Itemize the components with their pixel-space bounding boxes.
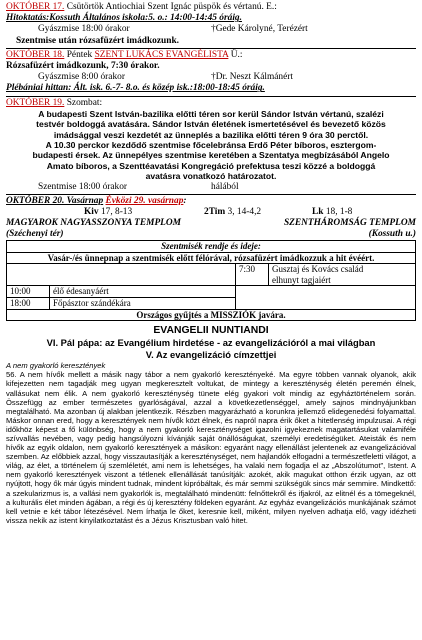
oct18-rosary: Rózsafüzért imádkozunk, 7:30 órakor. <box>6 61 160 72</box>
oct19-text <box>6 109 416 182</box>
churches <box>6 218 416 229</box>
reading-book: 2Tim <box>204 207 226 218</box>
divider <box>6 194 416 195</box>
schedule-time: 10:00 <box>7 286 50 298</box>
oct19-line: testvér boldoggá avatására. Sándor István életének ismertetésével és bevezető közös <box>36 119 386 130</box>
oct19-mass-time: Szentmise 18:00 órakor <box>38 181 128 192</box>
schedule-for: élő édesanyáért <box>50 286 236 298</box>
reading-ref: 3, 14-4,2 <box>225 207 262 218</box>
church-right: SZENTHÁROMSÁG TEMPLOM <box>283 218 416 229</box>
oct17-date: OKTÓBER 17. <box>6 2 65 12</box>
oct17-day: Csütörtök Antiochiai Szent Ignác püspök és vértanú. E.: <box>64 2 277 12</box>
reading-ref: 17, 8-13 <box>98 207 133 218</box>
oct19-mass <box>6 182 416 193</box>
oct20-heading <box>6 196 416 207</box>
doc-paragraph: 56. A nem hívők mellett a másik nagy tábor a nem gyakorló keresztényeké. Ma egyre többen vannak olyanok, akik kifejezetten nem tagadják meg ugyan megkeresztelt voltukat, de mintegy a kereszténység életén peremén élnek, vallásukat nem élik. A nem gyakorló kereszténység tünete elég gyakori volt mindig az egyháztörténelem során. Összefügg az ember természetes gyarlóságával, azzal a következetlenséggel, amely sajnos mindnyájunkban megtalálható. Ma azonban új alakban jelentkezik. Részben magyarázható a korunkra jellemző elidegenedési folyamattal. Máskor onnan ered, hogy a keresztények nem hívők közt élnek, és napról napra érik őket a hitetlenség impulzusai. A régi időkhöz képest a fő különbség, hogy a nem gyakorló kereszténységet igazolni igyekeznek magatartásukat valamiféle szívvallás nevében, vagy pedig hangsúlyozni kívánják saját önállóságukat, személyi eredetiségüket. Ateisták és nem hívők az egyik oldalon, nem gyakorló keresztények a másikon: egyaránt nagy ellenállást jelentenek az evangelizációval szemben. Az előbbiek azzal, hogy visszautasítják a kereszténységet, nem hajlandók elfogadni a természetfeletti világot, a világ, az élet, a történelem új szemléletét, ami nem is lehetséges, ha valaki nem fogadja el az „Abszolútumot”, Istent. A nem gyakorló keresztények viszont a tétlenek ellenállását tanúsítják: azokét, akik magukat otthon érzik ugyan, az ott nyújtott, hogy ők már úgyis mindent tudnak, mindent kipróbáltak, és már semmi szükségük sincs már semmire. Mindkettő: a szekularizmus is, a vallási nem gyakorlók is, megtalálható mindenütt: felnőttekről és ifjakról, az elitnél és a tömegeknél, a kulturális élet minden ágában, a régi és új keresztény földeken egyaránt. Az egyház evangelizációs munkájának számot kell vetnie e két tábor létezésével. Nem írhatja le őket, keresnie kell, miként, milyen nyelven adhatja elő, vagy idézheti vissza nekik az istent kinyilatkoztatást és a Jézus Krisztusban való hitet. <box>6 370 416 525</box>
doc-section: V. Az evangelizáció címzettjei <box>145 349 277 361</box>
church-left: MAGYAROK NAGYASSZONYA TEMPLOM <box>6 218 182 229</box>
church-right-sub: (Kossuth u.) <box>368 229 416 240</box>
reading-ref: 18, 1-8 <box>323 207 353 218</box>
oct19-date: OKTÓBER 19. <box>6 97 65 108</box>
reading-book: Lk <box>312 207 324 218</box>
divider <box>6 48 416 49</box>
doc-subsection: A nem gyakorló keresztények <box>6 361 106 371</box>
oct19-line: Amato bíboros, a Szenttéavatási Kongregáció prefektusa teszi közzé a boldoggá <box>46 160 376 171</box>
oct19-line: A 10.30 perckor kezdődő szentmise főcelebránsa Erdő Péter bíboros, esztergom- <box>45 140 377 151</box>
oct19-line: avatásra vonatkozó határozatot. <box>145 171 277 182</box>
doc-subtitle: VI. Pál pápa: az Evangélium hirdetése - az evangelizációról a mai világban <box>46 337 376 349</box>
readings <box>6 207 416 218</box>
oct19-line: imádsággal veszi kezdetét az ünneplés a bazilika előtti téren 9 óra 30 perctől. <box>53 129 369 140</box>
oct17-mass <box>6 24 416 35</box>
reading-2 <box>204 207 261 218</box>
oct20-week: Évközi 29. vasárnap <box>105 195 184 206</box>
schedule-for: Főpásztor szándékára <box>50 298 236 310</box>
schedule-right-time: 7:30 <box>236 264 269 286</box>
oct18-date: OKTÓBER 18. <box>6 49 65 60</box>
oct17-mass-time: Gyászmise 18:00 órakor <box>38 24 130 35</box>
oct17-heading <box>6 2 416 13</box>
church-left-sub: (Széchenyi tér) <box>6 229 64 240</box>
schedule-blank <box>236 286 416 298</box>
table-row <box>7 298 416 310</box>
reading-3 <box>312 207 352 218</box>
oct18-saint: SZENT LUKÁCS EVANGÉLISTA <box>94 49 229 60</box>
schedule-right-for-line: elhunyt tagjaiért <box>272 274 331 285</box>
reading-1 <box>84 207 132 218</box>
schedule-right-for <box>269 264 416 286</box>
oct20-date: OKTÓBER 20. Vasárnap <box>6 195 104 206</box>
doc-title: EVANGELII NUNTIANDI <box>153 325 269 337</box>
schedule-empty <box>7 264 236 286</box>
oct18-day: Péntek <box>64 49 95 60</box>
oct19-heading <box>6 98 416 109</box>
oct18-mass-for: †Dr. Neszt Kálmánért <box>211 72 294 83</box>
oct19-line: budapesti érsek. Az ünnepélyes szentmise keretében a Szentatya megbízásából Angelo <box>32 150 390 161</box>
schedule-note: Vasár-/és ünnepnap a szentmisék előtt félórával, rózsafüzért imádkozzuk a hit évéért. <box>7 252 416 264</box>
oct17-school: Hitoktatás:Kossuth Általános iskola:5. o.: 14:00-14:45 óráig. <box>6 13 242 24</box>
oct18-suffix: Ü.: <box>228 49 243 60</box>
bulletin-page <box>6 2 416 525</box>
table-row <box>7 286 416 298</box>
schedule-collection: Országos gyűjtés a MISSZIÓK javára. <box>7 309 416 321</box>
oct19-line: A budapesti Szent István-bazilika előtti téren sor kerül Sándor István vértanú, szalézi <box>38 108 384 119</box>
oct19-day: Szombat: <box>64 97 103 108</box>
oct19-mass-for: hálából <box>211 181 239 192</box>
oct18-mass-time: Gyászmise 8:00 órakor <box>38 72 125 83</box>
schedule-title: Szentmisék rendje és ideje: <box>7 241 416 253</box>
reading-book: Kiv <box>84 207 99 218</box>
schedule-time: 18:00 <box>7 298 50 310</box>
oct18-school: Plébániai hittan: Ált. isk. 6.-7- 8.o. és közép isk.:18:00-18:45 óráig. <box>6 83 265 94</box>
mass-schedule-table <box>6 240 416 321</box>
church-subs <box>6 229 416 240</box>
schedule-blank <box>236 298 416 310</box>
oct18-heading <box>6 50 416 61</box>
oct17-after: Szentmise után rózsafüzért imádkozunk. <box>16 35 180 46</box>
oct17-mass-for: †Gede Károlyné, Terézért <box>211 24 308 35</box>
divider <box>6 96 416 97</box>
oct18-mass <box>6 72 416 83</box>
schedule-right-for-line: Gusztaj és Kovács család <box>272 264 364 275</box>
oct20-colon: : <box>183 195 187 206</box>
